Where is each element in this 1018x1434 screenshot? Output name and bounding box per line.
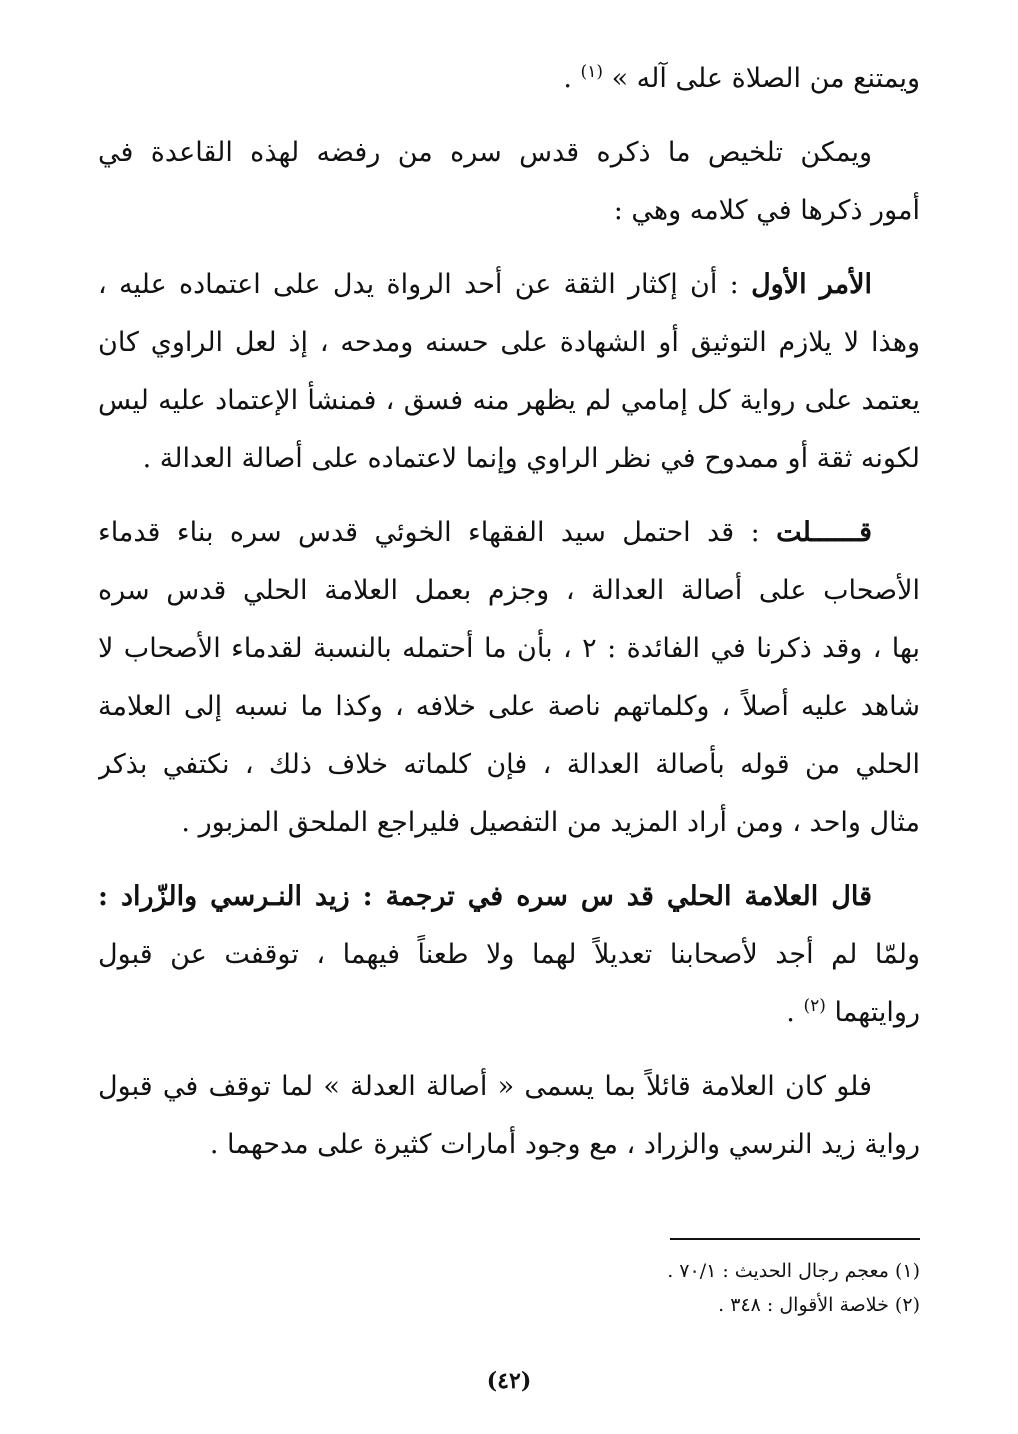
text-line: الأصحاب على أصالة العدالة ، وجزم بعمل العلامة الحلي قدس سره [98, 575, 920, 606]
footnotes [98, 1238, 920, 1322]
text-line: رواية زيد النرسي والزراد ، مع وجود أمارات كثيرة على مدحهما . [209, 1129, 920, 1160]
text-line [98, 504, 920, 562]
text-line: شاهد عليه أصلاً ، وكلماتهم ناصة على خلافه ، وكذا ما نسبه إلى العلامة [98, 691, 920, 722]
text-span: : أن إكثار الثقة عن أحد الرواة يدل على اعتماده عليه ، [98, 269, 739, 300]
page-number: (٤٢) [486, 1368, 532, 1394]
text-line [98, 984, 920, 1042]
text-line: أمور ذكرها في كلامه وهي : [613, 195, 920, 226]
text-line: وهذا لا يلازم التوثيق أو الشهادة على حسنه ومدحه ، إذ لعل الراوي كان [98, 327, 920, 358]
section-label: الأمر الأول [751, 269, 872, 300]
text-line: فلو كان العلامة قائلاً بما يسمى « أصالة العدلة » لما توقف في قبول [98, 1071, 872, 1102]
section-heading: قال العلامة الحلي قد س سره في ترجمة : زيد النـرسي والزّراد : [98, 881, 872, 912]
text-line: ويمكن تلخيص ما ذكره قدس سره من رفضه لهذه القاعدة في [98, 137, 872, 168]
text-span: : قد احتمل سيد الفقهاء الخوئي قدس سره بناء قدماء [98, 517, 760, 548]
text-line: بها ، وقد ذكرنا في الفائدة : ٢ ، بأن ما أحتمله بالنسبة لقدماء الأصحاب لا [98, 633, 920, 664]
page-body [98, 50, 920, 1174]
footnote-divider [670, 1238, 920, 1240]
text-line: لكونه ثقة أو ممدوح في نظر الراوي وإنما لاعتماده على أصالة العدالة . [142, 443, 920, 474]
text-line: مثال واحد ، ومن أراد المزيد من التفصيل فليراجع الملحق المزبور . [181, 807, 920, 838]
text-span: ويمتنع من الصلاة على آله » [611, 63, 920, 94]
text-line: الحلي من قوله بأصالة العدالة ، فإن كلماته خلاف ذلك ، نكتفي بذكر [98, 749, 920, 780]
footnote-ref: (١) [580, 62, 603, 82]
text-line: يعتمد على رواية كل إمامي لم يظهر منه فسق ، فمنشأ الإعتماد عليه ليس [98, 385, 920, 416]
text-span: . [563, 63, 572, 94]
text-line: ولمّا لم أجد لأصحابنا تعديلاً لهما ولا طعناً فيهما ، توقفت عن قبول [98, 939, 920, 970]
text-line [98, 50, 920, 108]
text-line [98, 256, 920, 314]
footnote-ref: (٢) [803, 996, 826, 1016]
footnote: (٢) خلاصة الأقوال : ٣٤٨ . [718, 1294, 920, 1316]
footnote: (١) معجم رجال الحديث : ٧٠/١ . [667, 1260, 920, 1282]
section-label: قــــــلت [776, 517, 872, 548]
text-span: روايتهما [834, 997, 920, 1028]
text-span: . [786, 997, 795, 1028]
